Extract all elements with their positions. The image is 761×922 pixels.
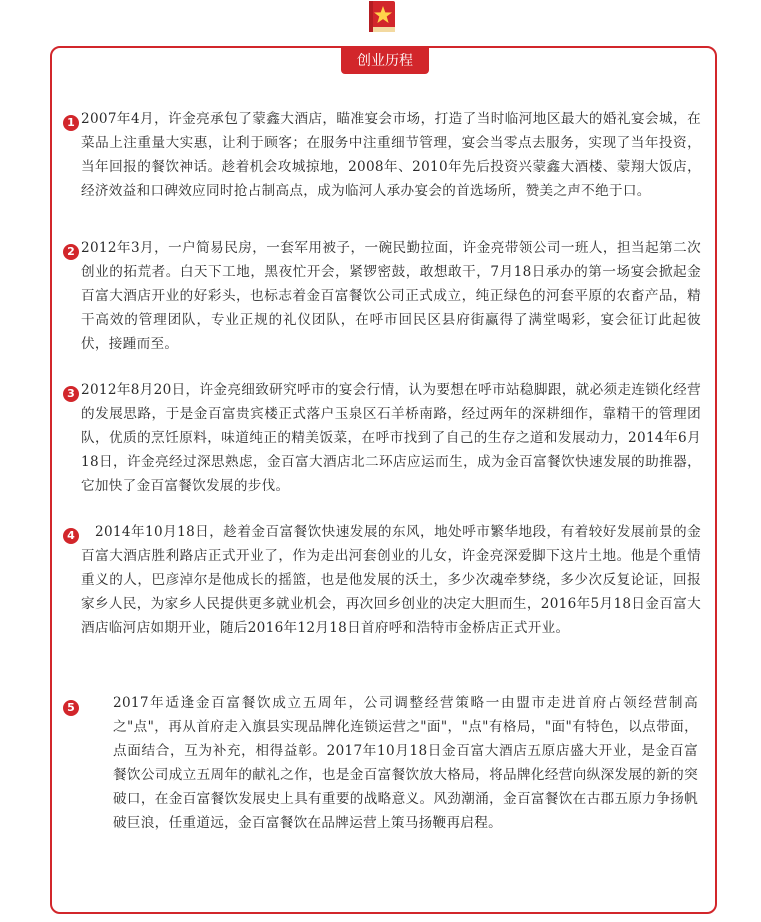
milestone-text: 2007年4月，许金亮承包了蒙鑫大酒店，瞄准宴会市场，打造了当时临河地区最大的婚礼宴会城，在菜品上注重量大实惠，让利于顾客；在服务中注重细节管理，宴会当零点去服务，实现了当年投资，当年回报的餐饮神话。趁着机会攻城掠地，2008年、2010年先后投资兴蒙鑫大酒楼、蒙翔大饭店，经济效益和口碑效应同时抢占制高点，成为临河人承办宴会的首选场所，赞美之声不绝于口。 — [81, 111, 701, 199]
milestone-text: 2012年3月，一户简易民房，一套军用被子，一碗民勤拉面，许金亮带领公司一班人，担当起第二次创业的拓荒者。白天下工地，黑夜忙开会，紧锣密鼓，敢想敢干，7月18日承办的第一场宴会掀起金百富大酒店开业的好彩头，也标志着金百富餐饮公司正式成立，纯正绿色的河套平原的农畜产品，精干高效的管理团队，专业正规的礼仪团队，在呼市回民区县府街赢得了满堂喝彩，宴会征订此起彼伏，接踵而至。 — [81, 240, 701, 352]
section-title: 创业历程 — [341, 48, 429, 74]
milestone-text: 2014年10月18日，趁着金百富餐饮快速发展的东风，地处呼市繁华地段，有着较好发展前景的金百富大酒店胜利路店正式开业了，作为走出河套创业的儿女，许金亮深爱脚下这片土地。他是个重情重义的人，巴彦淖尔是他成长的摇篮，也是他发展的沃土，多少次魂牵梦绕，多少次反复论证，回报家乡人民，为家乡人民提供更多就业机会，再次回乡创业的决定大胆而生，2016年5月18日金百富大酒店临河店如期开业，随后2016年12月18日首府呼和浩特市金桥店正式开业。 — [81, 524, 701, 636]
milestone-number-badge: 3 — [63, 386, 79, 402]
milestone-number-badge: 1 — [63, 115, 79, 131]
milestone-text: 2012年8月20日，许金亮细致研究呼市的宴会行情，认为要想在呼市站稳脚跟，就必须走连锁化经营的发展思路，于是金百富贵宾楼正式落户玉泉区石羊桥南路，经过两年的深耕细作，靠精干的管理团队，优质的烹饪原料，味道纯正的精美饭菜，在呼市找到了自己的生存之道和发展动力，2014年6月18日，许金亮经过深思熟虑，金百富大酒店北二环店应运而生，成为金百富餐饮快速发展的助推器，它加快了金百富餐饮发展的步伐。 — [81, 382, 701, 494]
milestone-number-badge: 4 — [63, 528, 79, 544]
milestone-number-badge: 2 — [63, 244, 79, 260]
milestone-number-badge: 5 — [63, 700, 79, 716]
milestone-text: 2017年适逢金百富餐饮成立五周年，公司调整经营策略一由盟市走进首府占领经营制高之"点"，再从首府走入旗县实现品牌化连锁运营之"面"，"点"有格局，"面"有特色，以点带面，点面结合，互为补充，相得益彰。2017年10月18日金百富大酒店五原店盛大开业，是金百富餐饮公司成立五周年的献礼之作，也是金百富餐饮放大格局，将品牌化经营向纵深发展的新的突破口，在金百富餐饮发展史上具有重要的战略意义。风劲潮涌，金百富餐饮在古郡五原力争扬帆破巨浪，任重道远，金百富餐饮在品牌运营上策马扬鞭再启程。 — [113, 695, 698, 831]
book-star-icon — [367, 0, 397, 34]
